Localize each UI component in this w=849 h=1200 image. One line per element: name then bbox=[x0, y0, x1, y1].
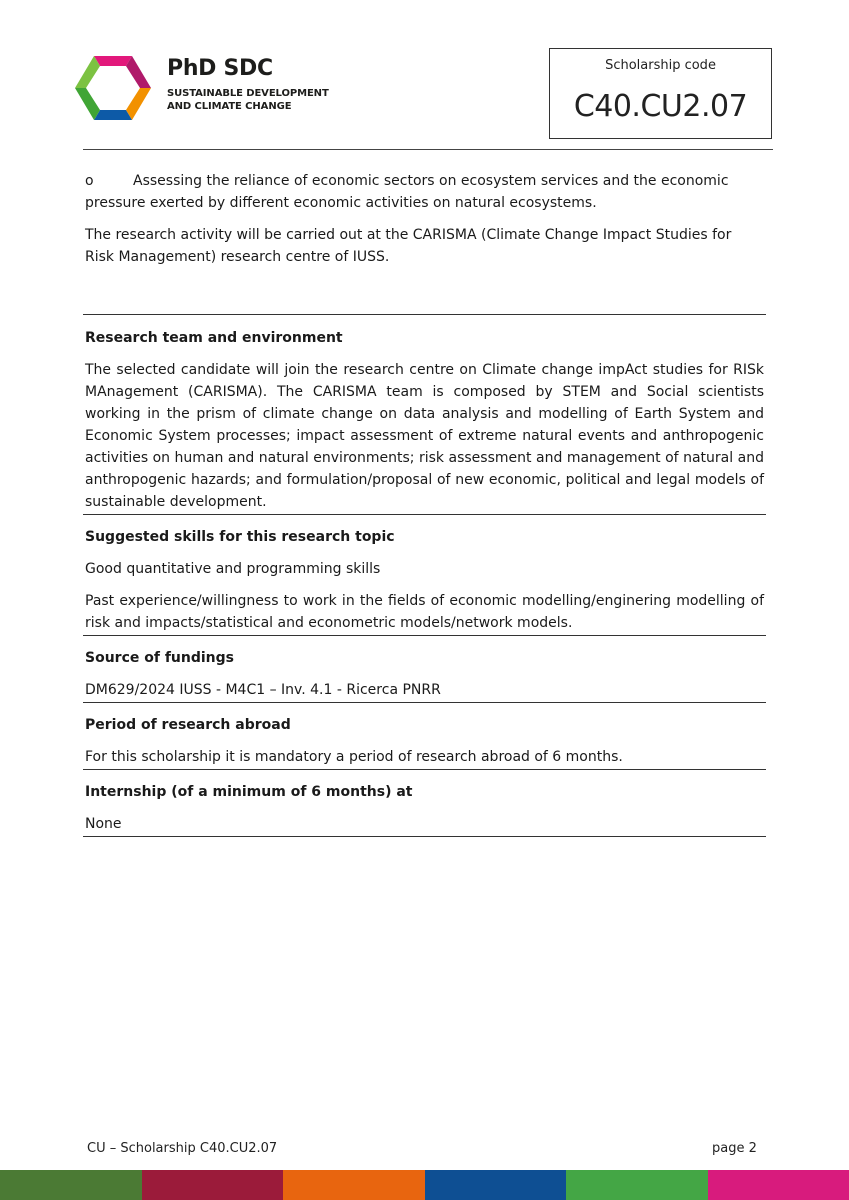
funding-heading: Source of fundings bbox=[85, 650, 234, 666]
logo bbox=[74, 55, 334, 121]
bullet-text: Assessing the reliance of economic sectors on ecosystem services and the economic pressure exerted by different economic activities on natural ecosystems. bbox=[85, 173, 729, 211]
footer-page-number: page 2 bbox=[712, 1141, 757, 1156]
header-divider bbox=[83, 149, 773, 150]
skills-heading: Suggested skills for this research topic bbox=[85, 529, 395, 545]
funding-text: DM629/2024 IUSS - M4C1 – Inv. 4.1 - Ricerca PNRR bbox=[85, 682, 441, 698]
logo-subtitle-line2: AND CLIMATE CHANGE bbox=[167, 101, 292, 112]
logo-subtitle-line1: SUSTAINABLE DEVELOPMENT bbox=[167, 88, 329, 99]
color-stripe bbox=[708, 1170, 849, 1200]
team-text: The selected candidate will join the research centre on Climate change impAct studies for RISk MAnagement (CARISMA). The CARISMA team is composed by STEM and Social scientists working in the prism of climate change on data analysis and modelling of Earth System and Economic System processes; impact assessment of extreme natural events and anthropogenic activities on human and natural environments; risk assessment and management of natural and anthropogenic hazards; and formulation/proposal of new economic, political and legal models of sustainable development. bbox=[85, 362, 764, 510]
section-divider bbox=[83, 836, 766, 837]
scholarship-code-box bbox=[549, 48, 772, 139]
skills-text-1: Good quantitative and programming skills bbox=[85, 561, 381, 577]
intro-paragraph: The research activity will be carried out at the CARISMA (Climate Change Impact Studies for Risk Management) research centre of IUSS. bbox=[85, 227, 732, 265]
abroad-text: For this scholarship it is mandatory a period of research abroad of 6 months. bbox=[85, 749, 623, 765]
color-stripe bbox=[142, 1170, 284, 1200]
bullet-marker: o bbox=[85, 173, 94, 189]
bullet-item bbox=[85, 170, 764, 214]
color-stripe bbox=[283, 1170, 425, 1200]
color-stripe bbox=[425, 1170, 567, 1200]
color-stripe bbox=[0, 1170, 142, 1200]
logo-subtitle bbox=[167, 87, 329, 113]
footer-color-bar bbox=[0, 1170, 849, 1200]
footer-scholarship-label: CU – Scholarship C40.CU2.07 bbox=[87, 1141, 278, 1156]
document-body bbox=[85, 170, 764, 837]
abroad-heading: Period of research abroad bbox=[85, 717, 291, 733]
logo-title: PhD SDC bbox=[167, 56, 273, 81]
internship-heading: Internship (of a minimum of 6 months) at bbox=[85, 784, 413, 800]
skills-text-2: Past experience/willingness to work in the fields of economic modelling/enginering modelling of risk and impacts/statistical and econometric models/network models. bbox=[85, 593, 764, 631]
team-heading: Research team and environment bbox=[85, 330, 343, 346]
color-stripe bbox=[566, 1170, 708, 1200]
scholarship-code-label: Scholarship code bbox=[605, 58, 716, 73]
scholarship-code-value: C40.CU2.07 bbox=[573, 89, 748, 124]
hexagon-logo-icon bbox=[74, 55, 152, 121]
internship-text: None bbox=[85, 816, 122, 832]
